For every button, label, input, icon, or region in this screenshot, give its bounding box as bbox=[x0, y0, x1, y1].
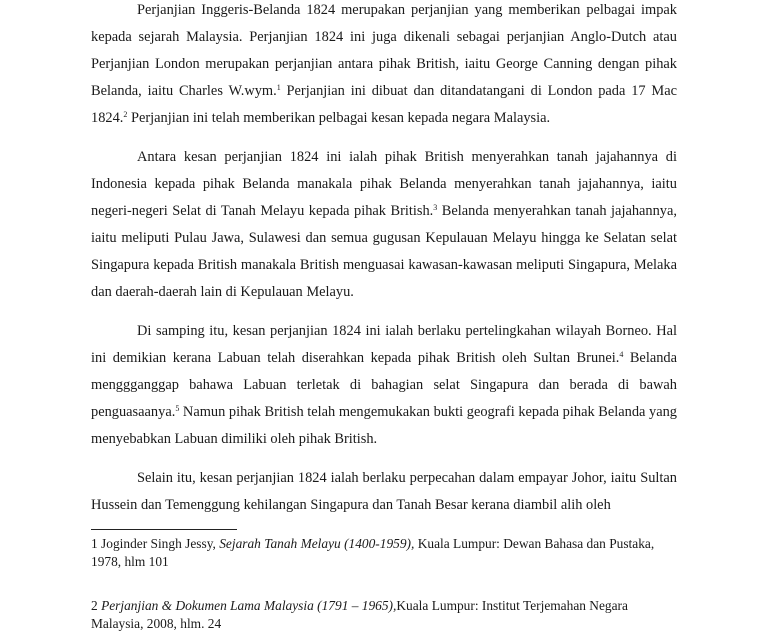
footnote-2 bbox=[91, 597, 677, 633]
paragraph-text: Perjanjian ini dibuat dan ditandatangani di London pada 17 Mac 1824. bbox=[91, 83, 677, 126]
footnote-number: 1 bbox=[91, 536, 98, 551]
paragraph-text: Namun pihak British telah mengemukakan bukti geografi kepada pihak Belanda yang menyebabkan Labuan dimiliki oleh pihak British. bbox=[91, 404, 677, 447]
footnote-source: Kuala Lumpur: Dewan Bahasa dan Pustaka, 1978, hlm 101 bbox=[91, 536, 655, 569]
footnote-title: Perjanjian & Dokumen Lama Malaysia (1791 – 1965), bbox=[101, 598, 397, 613]
paragraph-text: Antara kesan perjanjian 1824 ini ialah pihak British menyerahkan tanah jajahannya di Indonesia kepada pihak Belanda manakala pihak Belanda menyerahkan tanah jajahannya, iaitu negeri-negeri Selat di Tanah Melayu kepada pihak British. bbox=[91, 149, 677, 219]
paragraph-territory bbox=[91, 144, 677, 306]
paragraph-johor bbox=[91, 465, 677, 519]
footnote-title: Sejarah Tanah Melayu (1400-1959), bbox=[219, 536, 415, 551]
footnote-ref[interactable]: 5 bbox=[175, 404, 180, 413]
paragraph-text: Belanda menyerahkan tanah jajahannya, iaitu meliputi Pulau Jawa, Sulawesi dan semua gugusan Kepulauan Melayu hingga ke Selatan selat Singapura kepada British manakala British menguasai kawasan-kawasan meliputi Singapura, Melaka dan daerah-daerah lain di Kepulauan Melayu. bbox=[91, 203, 677, 300]
footnote-number: 2 bbox=[91, 598, 98, 613]
paragraph-text: Perjanjian ini telah memberikan pelbagai kesan kepada negara Malaysia. bbox=[127, 110, 551, 126]
footnote-1 bbox=[91, 535, 677, 571]
footnote-ref[interactable]: 4 bbox=[619, 350, 624, 359]
footnote-source: Kuala Lumpur: Institut Terjemahan Negara Malaysia, 2008, hlm. 24 bbox=[91, 598, 628, 631]
paragraph-borneo bbox=[91, 318, 677, 453]
footnote-separator bbox=[91, 529, 237, 530]
footnote-ref[interactable]: 3 bbox=[433, 203, 438, 212]
paragraph-intro bbox=[91, 0, 677, 132]
paragraph-text: Selain itu, kesan perjanjian 1824 ialah berlaku perpecahan dalam empayar Johor, iaitu Sultan Hussein dan Temenggung kehilangan Singapura dan Tanah Besar kerana diambil alih oleh bbox=[91, 470, 677, 513]
footnote-ref[interactable]: 2 bbox=[123, 110, 128, 119]
paragraph-text: Perjanjian Inggeris-Belanda 1824 merupakan perjanjian yang memberikan pelbagai impak kepada sejarah Malaysia. Perjanjian 1824 ini juga dikenali sebagai perjanjian Anglo-Dutch atau Perjanjian London merupakan perjanjian antara pihak British, iaitu George Canning dengan pihak Belanda, iaitu Charles W.wym. bbox=[91, 2, 677, 99]
footnote-author: Joginder Singh Jessy, bbox=[97, 536, 220, 551]
paragraph-text: Belanda menggganggap bahawa Labuan terletak di bahagian selat Singapura dan berada di bawah penguasaanya. bbox=[91, 350, 677, 420]
footnote-ref[interactable]: 1 bbox=[276, 83, 281, 92]
paragraph-text: Di samping itu, kesan perjanjian 1824 ini ialah berlaku pertelingkahan wilayah Borneo. Hal ini demikian kerana Labuan telah diserahkan kepada pihak British oleh Sultan Brunei. bbox=[91, 323, 677, 366]
